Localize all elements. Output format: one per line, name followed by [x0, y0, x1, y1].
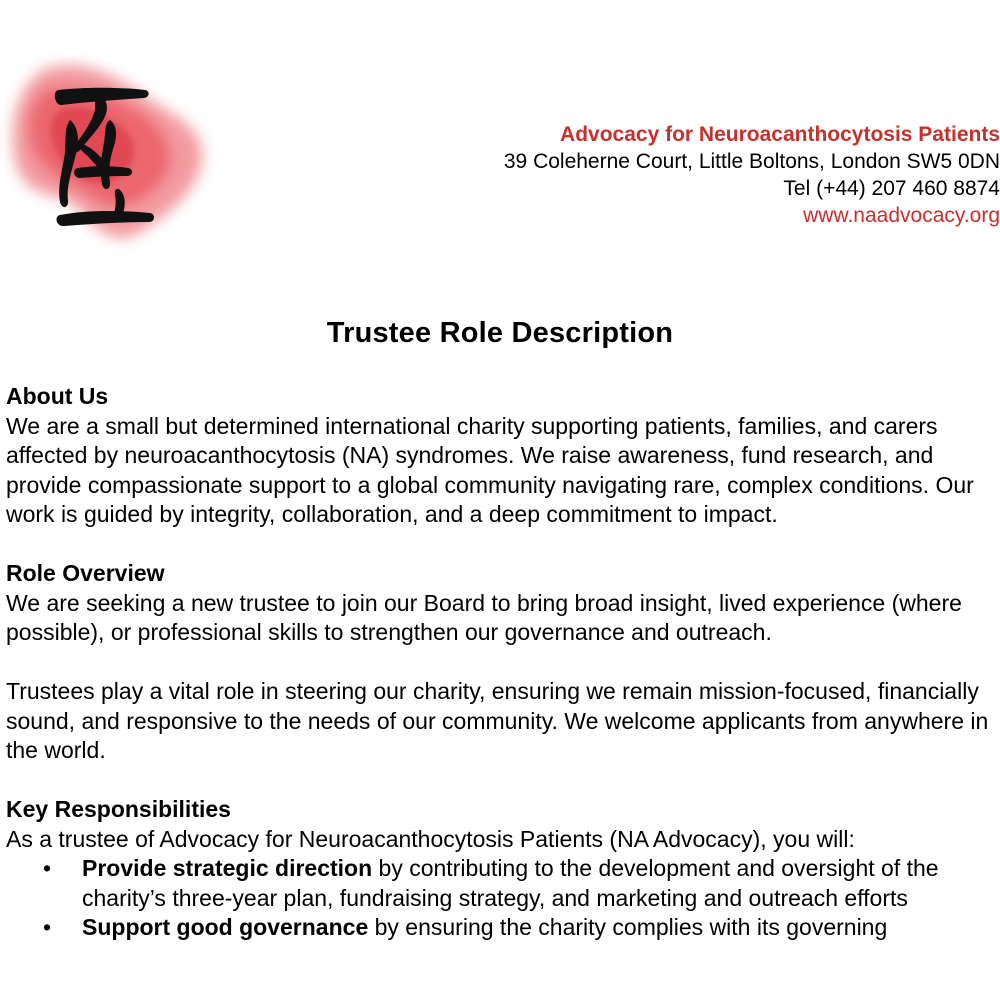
bullet-icon: •: [43, 855, 52, 881]
organization-logo: [0, 50, 215, 250]
document-body: [6, 382, 996, 943]
list-item: [6, 913, 996, 943]
organization-address: 39 Coleherne Court, Little Boltons, London SW5 0DN: [503, 150, 1000, 173]
logo-brush-mark: [0, 50, 215, 250]
responsibility-lead: Provide strategic direction: [82, 855, 373, 881]
spacer: [6, 766, 996, 796]
responsibility-text: by contributing to the development and oversight of the charity’s three-year plan, fundraising strategy, and marketing and outreach efforts: [82, 855, 939, 911]
document-title: Trustee Role Description: [326, 317, 674, 349]
responsibilities-heading: Key Responsibilities: [6, 796, 231, 822]
about-heading: About Us: [6, 383, 109, 409]
responsibility-text: by ensuring the charity complies with its governing: [368, 914, 888, 940]
responsibilities-intro: As a trustee of Advocacy for Neuroacanthocytosis Patients (NA Advocacy), you will:: [6, 825, 855, 852]
organization-header: [504, 121, 1000, 229]
role-overview-paragraph-1: We are seeking a new trustee to join our Board to bring broad insight, lived experience (where possible), or professional skills to strengthen our governance and outreach.: [6, 589, 962, 645]
responsibilities-list: [6, 854, 996, 943]
spacer: [6, 648, 996, 678]
about-paragraph: We are a small but determined international charity supporting patients, families, and carers affected by neuroacanthocytosis (NA) syndromes. We raise awareness, fund research, and provide compassionate support to a global community navigating rare, complex conditions. Our work is guided by integrity, collaboration, and a deep commitment to impact.: [6, 412, 974, 527]
organization-website-link[interactable]: www.naadvocacy.org: [803, 204, 1000, 227]
organization-phone: Tel (+44) 207 460 8874: [783, 177, 1000, 200]
bullet-icon: •: [43, 914, 52, 940]
list-item: [6, 854, 996, 913]
spacer: [6, 530, 996, 560]
responsibility-lead: Support good governance: [82, 914, 369, 940]
role-overview-paragraph-2: Trustees play a vital role in steering our charity, ensuring we remain mission-focused, financially sound, and responsive to the needs of our community. We welcome applicants from anywhere in the world.: [6, 678, 989, 763]
role-overview-heading: Role Overview: [6, 560, 165, 586]
organization-name: Advocacy for Neuroacanthocytosis Patients: [560, 123, 1000, 146]
